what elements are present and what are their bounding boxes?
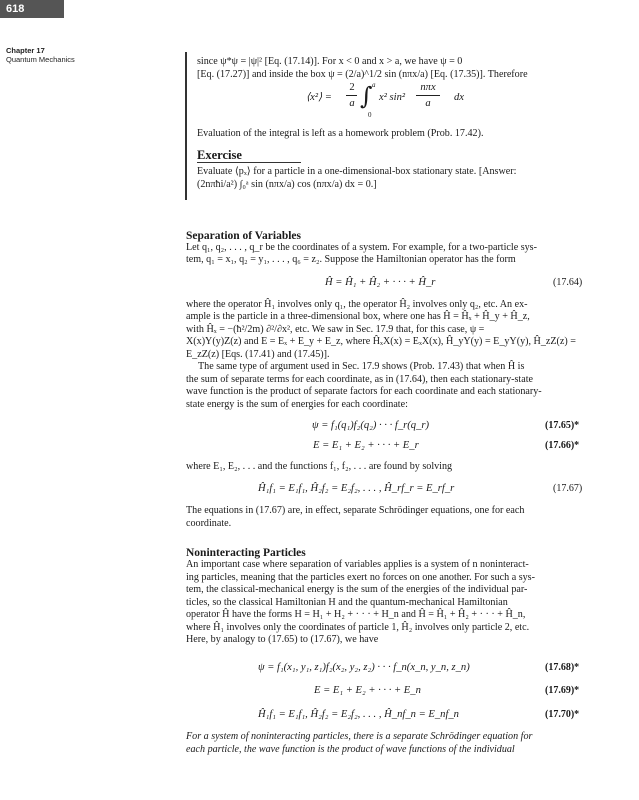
equation-17-64: Ĥ = Ĥ₁ + Ĥ₂ + · · · + Ĥ_r: [325, 277, 436, 288]
sec1-p2-line-5: E_zZ(z) [Eqs. (17.41) and (17.45)].: [186, 349, 330, 360]
equation-17-70: Ĥ₁f₁ = E₁f₁, Ĥ₂f₂ = E₂f₂, . . . , Ĥ_nf_n = E_nf_n: [258, 709, 459, 720]
sec2-p1-line-2: ing particles, meaning that the particles exert no forces on one another. For such a sys-: [186, 572, 535, 583]
box-line-2: [Eq. (17.27)] and inside the box ψ = (2/a)^1/2 sin (nπx/a) [Eq. (17.35)]. Therefore: [197, 69, 528, 80]
sec1-p5-line-2: coordinate.: [186, 518, 232, 529]
sec1-p2-line-1: where the operator Ĥ₁ involves only q₁, the operator Ĥ₂ involves only q₂, etc. An ex-: [186, 299, 528, 310]
equation-number-17-68: (17.68)*: [545, 662, 580, 673]
integral-sign: ∫: [360, 82, 373, 110]
sec2-p1-line-1: An important case where separation of variables applies is a system of n noninteract-: [186, 559, 529, 570]
eq-arg-den: a: [425, 98, 431, 109]
eq-integrand: x² sin²: [379, 92, 406, 103]
chapter-title: Quantum Mechanics: [6, 55, 75, 64]
section-heading-noninteracting: Noninteracting Particles: [186, 547, 306, 559]
running-head: [6, 46, 75, 64]
sec1-p1-line-1: Let q₁, q₂, . . . , q_r be the coordinates of a system. For example, for a two-particle sys-: [186, 242, 537, 253]
sec2-p2-line-1: For a system of noninteracting particles, there is a separate Schrödinger equation for: [186, 731, 533, 742]
eq-coef-num: 2: [349, 82, 355, 93]
equation-17-66: E = E₁ + E₂ + · · · + E_r: [313, 440, 419, 451]
eq-lhs: ⟨x²⟩ =: [306, 92, 332, 103]
sec1-p2-line-3: with Ĥₓ = −(ħ²/2m) ∂²/∂x², etc. We saw in Sec. 17.9 that, for this case, ψ =: [186, 324, 485, 335]
equation-number-17-66: (17.66)*: [545, 440, 580, 451]
equation-17-69: E = E₁ + E₂ + · · · + E_n: [314, 685, 421, 696]
eq-arg-bar: [416, 95, 440, 96]
eq-coef-den: a: [349, 98, 355, 109]
exercise-line-1: Evaluate ⟨pₓ⟩ for a particle in a one-dimensional-box stationary state. [Answer:: [197, 166, 517, 177]
sec1-p4: where E₁, E₂, . . . and the functions f₁, f₂, . . . are found by solving: [186, 461, 453, 472]
sec2-p1-line-5: operator Ĥ have the forms H = H₁ + H₂ + · · · + H_n and Ĥ = Ĥ₁ + Ĥ₂ + · · · + Ĥ_n,: [186, 609, 526, 620]
sec2-p1-line-6: where Ĥ₁ involves only the coordinates of particle 1, Ĥ₂ involves only particle 2, etc.: [186, 622, 530, 633]
eq-coef-bar: [346, 95, 357, 96]
equation-number-17-70: (17.70)*: [545, 709, 580, 720]
sec1-p3-line-1: The same type of argument used in Sec. 17.9 shows (Prob. 17.43) that when Ĥ is: [198, 361, 525, 372]
sec2-p1-line-7: Here, by analogy to (17.65) to (17.67), we have: [186, 634, 379, 645]
exercise-title: Exercise: [197, 148, 242, 162]
sec1-p2-line-2: ample is the particle in a three-dimensional box, where one has Ĥ = Ĥₓ + Ĥ_y + Ĥ_z,: [186, 311, 530, 322]
exercise-line-2: (2nπħi/a²) ∫₀ᵃ sin (nπx/a) cos (nπx/a) dx = 0.]: [197, 179, 377, 190]
sec1-p2-line-4: X(x)Y(y)Z(z) and E = Eₓ + E_y + E_z, where ĤₓX(x) = EₓX(x), Ĥ_yY(y) = E_yY(y), Ĥ_zZ(z) =: [186, 336, 576, 347]
chapter-label: Chapter 17: [6, 46, 45, 55]
eq-arg-num: nπx: [420, 82, 436, 93]
sec1-p3-line-3: wave function is the product of separate factors for each coordinate and each stationary-: [186, 386, 542, 397]
sec1-p1-line-2: tem, q₁ = x₁, q₂ = y₁, . . . , q₆ = z₂. Suppose the Hamiltonian operator has the form: [186, 254, 516, 265]
sec1-p3-line-2: the sum of separate terms for each coordinate, as in (17.64), then each stationary-state: [186, 374, 533, 385]
equation-number-17-67: (17.67): [553, 483, 583, 494]
sec2-p1-line-3: tem, the classical-mechanical energy is the sum of the energies of the individual par-: [186, 584, 528, 595]
equation-number-17-64: (17.64): [553, 277, 583, 288]
eq-dx: dx: [454, 92, 464, 103]
example-box-rule: [185, 52, 187, 200]
sec2-p2-line-2: each particle, the wave function is the product of wave functions of the individual: [186, 744, 515, 755]
equation-17-67: Ĥ₁f₁ = E₁f₁, Ĥ₂f₂ = E₂f₂, . . . , Ĥ_rf_r = E_rf_r: [258, 483, 455, 494]
box-eval-text: Evaluation of the integral is left as a homework problem (Prob. 17.42).: [197, 128, 484, 139]
eq-lower-limit: 0: [368, 111, 372, 119]
equation-17-68: ψ = f₁(x₁, y₁, z₁)f₂(x₂, y₂, z₂) · · · f_n(x_n, y_n, z_n): [258, 662, 470, 673]
equation-number-17-65: (17.65)*: [545, 420, 580, 431]
section-heading-separation: Separation of Variables: [186, 230, 302, 242]
equation-number-17-69: (17.69)*: [545, 685, 580, 696]
eq-upper-limit: a: [372, 81, 376, 89]
sec1-p3-line-4: state energy is the sum of energies for each coordinate:: [186, 399, 408, 410]
exercise-rule: [197, 162, 301, 163]
sec2-p1-line-4: ticles, so the classical Hamiltonian H and the quantum-mechanical Hamiltonian: [186, 597, 508, 608]
page-number: 618: [0, 0, 64, 18]
box-line-1: since ψ*ψ = |ψ|² [Eq. (17.14)]. For x < 0 and x > a, we have ψ = 0: [197, 56, 463, 67]
sec1-p5-line-1: The equations in (17.67) are, in effect, separate Schrödinger equations, one for each: [186, 505, 525, 516]
equation-17-65: ψ = f₁(q₁)f₂(q₂) · · · f_r(q_r): [312, 420, 430, 431]
